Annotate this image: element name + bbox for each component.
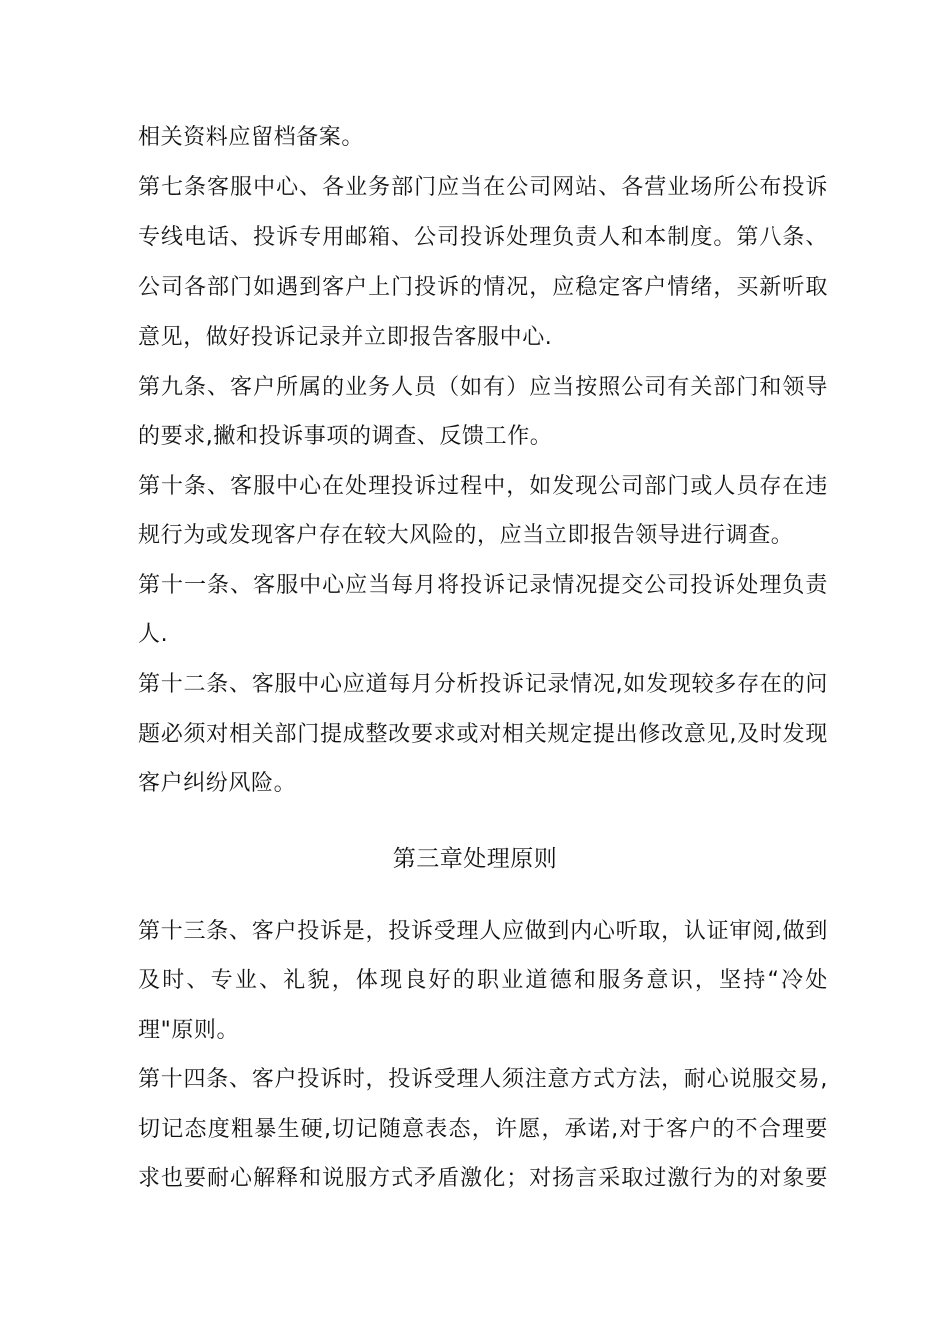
text-line: 规行为或发现客户存在较大风险的，应当立即报告领导进行调查。	[138, 523, 794, 548]
text-line: 意见，做好投诉记录并立即报告客服中心.	[138, 325, 553, 350]
text-line: 人.	[138, 622, 169, 647]
text-line: 求也要耐心解释和说服方式矛盾激化；对扬言采取过激行为的对象要	[138, 1166, 828, 1191]
text-line: 切记态度粗暴生硬,切记随意表态，许愿，承诺,对于客户的不合理要	[138, 1117, 828, 1142]
text-line: 第十二条、客服中心应道每月分析投诉记录情况,如发现较多存在的问	[138, 672, 828, 697]
text-line: 题必须对相关部门提成整改要求或对相关规定提出修改意见,及时发现	[138, 722, 828, 747]
text-line: 相关资料应留档备案。	[138, 125, 365, 150]
text-line: 客户纠纷风险。	[138, 771, 297, 796]
text-line: 第九条、客户所属的业务人员（如有）应当按照公司有关部门和领导	[138, 375, 828, 400]
text-line: 公司各部门如遇到客户上门投诉的情况，应稳定客户情绪，买新听取	[138, 275, 828, 300]
text-line: 第七条客服中心、各业务部门应当在公司网站、各营业场所公布投诉	[138, 175, 828, 200]
text-line: 第十条、客服中心在处理投诉过程中，如发现公司部门或人员存在违	[138, 474, 828, 499]
text-line: 第十三条、客户投诉是，投诉受理人应做到内心听取，认证审阅,做到	[138, 919, 828, 944]
text-line: 第十四条、客户投诉时，投诉受理人须注意方式方法，耐心说服交易,	[138, 1067, 828, 1092]
text-line: 及时、专业、礼貌，体现良好的职业道德和服务意识，坚持“冷处	[138, 968, 828, 993]
text-line: 的要求,撇和投诉事项的调查、反馈工作。	[138, 424, 553, 449]
text-line: 专线电话、投诉专用邮箱、公司投诉处理负责人和本制度。第八条、	[138, 225, 828, 250]
text-line: 理"原则。	[138, 1018, 240, 1043]
chapter-heading: 第三章处理原则	[392, 846, 558, 872]
text-line: 第十一条、客服中心应当每月将投诉记录情况提交公司投诉处理负责	[138, 573, 828, 598]
